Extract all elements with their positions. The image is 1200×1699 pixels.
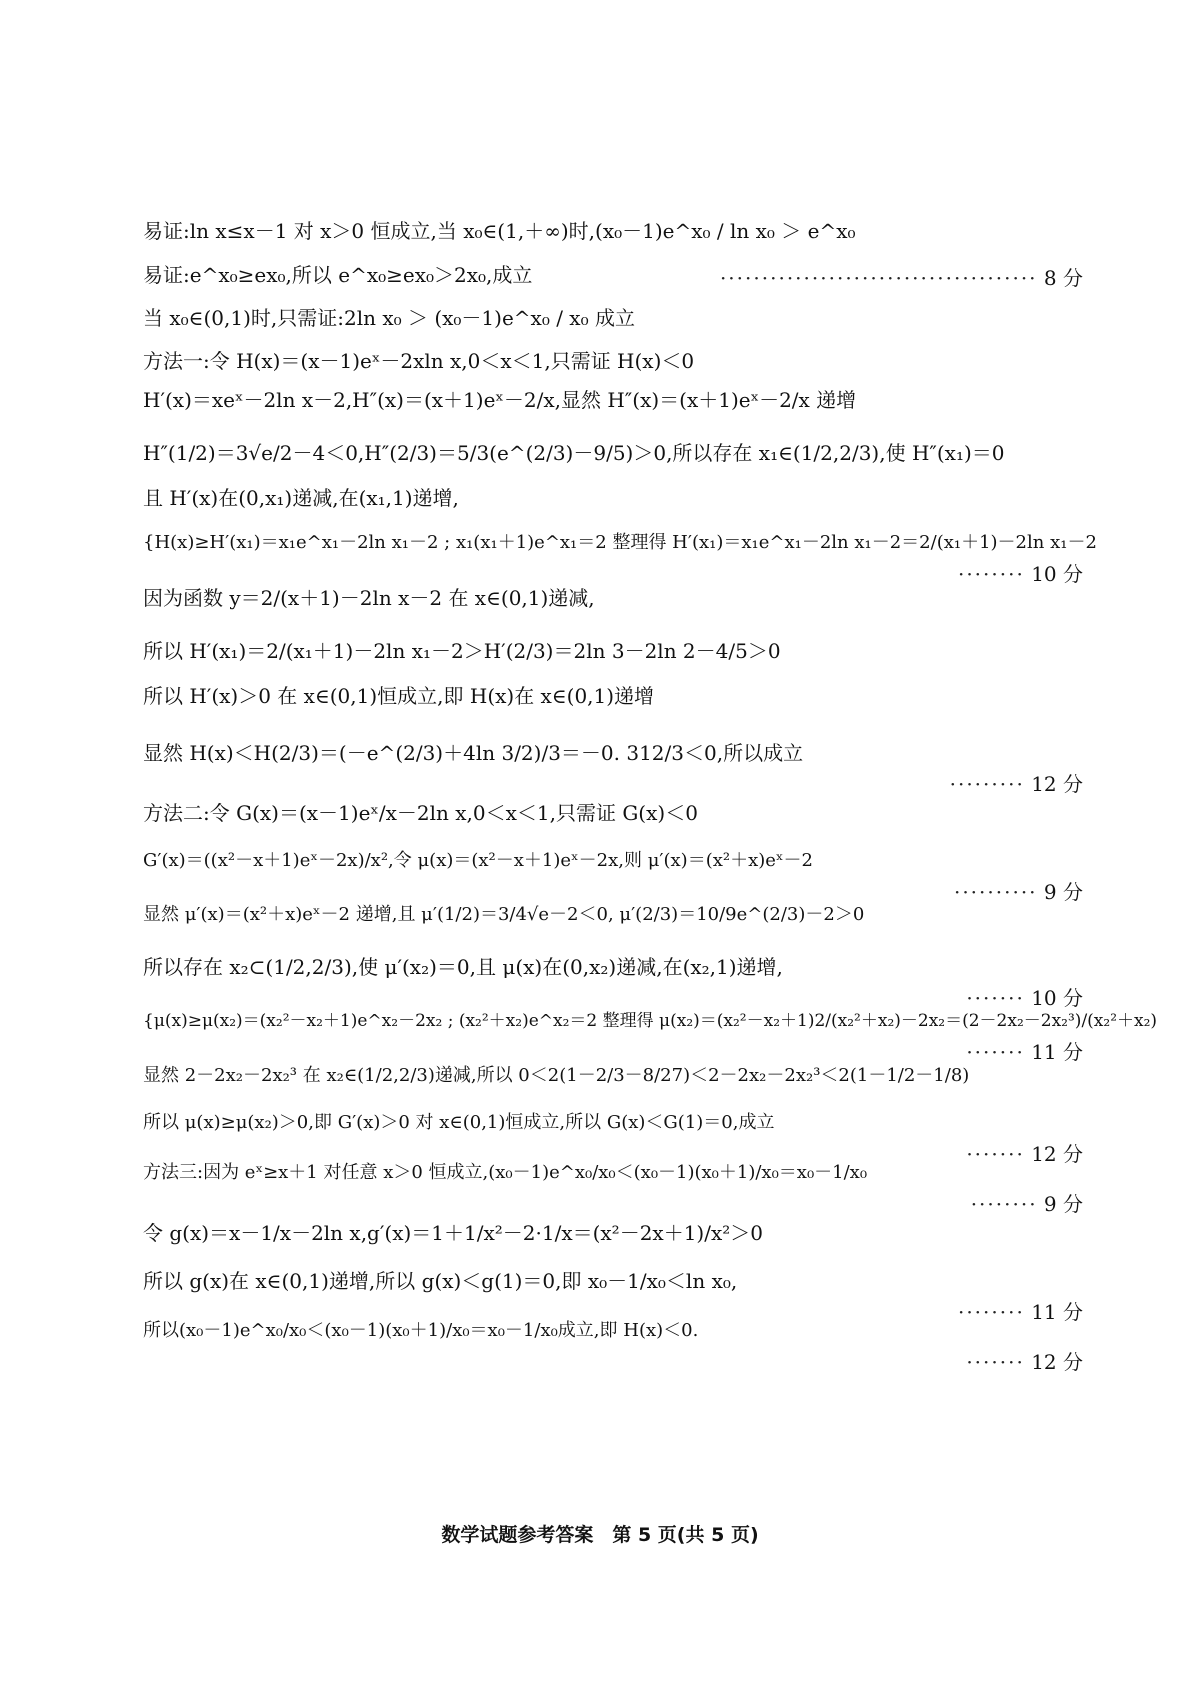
text-line: {μ(x)≥μ(x₂)＝(x₂²－x₂＋1)e^x₂－2x₂ ; (x₂²＋x₂)e^x₂＝2 整理得 μ(x₂)＝(x₂²－x₂＋1)2/(x₂²＋x₂)－2x₂＝(2－2x₂－2x₂³)/(x₂²＋x₂) [143, 1011, 1158, 1031]
text-line: {H(x)≥H′(x₁)＝x₁e^x₁－2ln x₁－2 ; x₁(x₁＋1)e^x₁＝2 整理得 H′(x₁)＝x₁e^x₁－2ln x₁－2＝2/(x₁＋1)－2ln x₁－2 [143, 532, 1097, 553]
text-line: 所以 H′(x₁)＝2/(x₁＋1)－2ln x₁－2＞H′(2/3)＝2ln 3－2ln 2－4/5＞0 [143, 639, 781, 663]
text-line: G′(x)＝((x²－x＋1)eˣ－2x)/x²,令 μ(x)＝(x²－x＋1)eˣ－2x,则 μ′(x)＝(x²＋x)eˣ－2 [143, 850, 813, 871]
score-mark: ······································ 8 分 [719, 266, 1083, 290]
score-mark: ········ 10 分 [957, 562, 1083, 586]
text-line: 所以 μ(x)≥μ(x₂)＞0,即 G′(x)＞0 对 x∈(0,1)恒成立,所以 G(x)＜G(1)＝0,成立 [143, 1112, 775, 1133]
text-line: 易证:ln x≤x－1 对 x＞0 恒成立,当 x₀∈(1,＋∞)时,(x₀－1)e^x₀ / ln x₀ ＞ e^x₀ [143, 219, 856, 243]
text-line: 当 x₀∈(0,1)时,只需证:2ln x₀ ＞ (x₀－1)e^x₀ / x₀ 成立 [143, 306, 635, 330]
text-line: 且 H′(x)在(0,x₁)递减,在(x₁,1)递增, [143, 486, 459, 510]
text-line: 所以 g(x)在 x∈(0,1)递增,所以 g(x)＜g(1)＝0,即 x₀－1/x₀＜ln x₀, [143, 1269, 738, 1293]
score-mark: ······· 12 分 [966, 1350, 1083, 1374]
score-mark: ······· 12 分 [966, 1142, 1083, 1166]
text-line: 所以存在 x₂⊂(1/2,2/3),使 μ′(x₂)＝0,且 μ(x)在(0,x₂)递减,在(x₂,1)递增, [143, 955, 783, 979]
text-line: H″(1/2)＝3√e/2－4＜0,H″(2/3)＝5/3(e^(2/3)－9/5)＞0,所以存在 x₁∈(1/2,2/3),使 H″(x₁)＝0 [143, 441, 1005, 465]
page-footer: 数学试题参考答案 第 5 页(共 5 页) [441, 1524, 759, 1546]
score-mark: ·········· 9 分 [953, 880, 1083, 904]
text-line: 易证:e^x₀≥ex₀,所以 e^x₀≥ex₀＞2x₀,成立 [143, 263, 533, 287]
score-mark: ········· 12 分 [949, 772, 1083, 796]
text-line: H′(x)＝xeˣ－2ln x－2,H″(x)＝(x＋1)eˣ－2/x,显然 H″(x)＝(x＋1)eˣ－2/x 递增 [143, 388, 857, 412]
text-line: 显然 2－2x₂－2x₂³ 在 x₂∈(1/2,2/3)递减,所以 0＜2(1－2/3－8/27)＜2－2x₂－2x₂³＜2(1－1/2－1/8) [143, 1065, 970, 1086]
text-line: 所以(x₀－1)e^x₀/x₀＜(x₀－1)(x₀＋1)/x₀＝x₀－1/x₀成立,即 H(x)＜0. [143, 1320, 699, 1341]
text-line: 方法三:因为 eˣ≥x＋1 对任意 x＞0 恒成立,(x₀－1)e^x₀/x₀＜(x₀－1)(x₀＋1)/x₀＝x₀－1/x₀ [143, 1162, 868, 1183]
text-line: 所以 H′(x)＞0 在 x∈(0,1)恒成立,即 H(x)在 x∈(0,1)递增 [143, 684, 655, 708]
text-line: 显然 H(x)＜H(2/3)＝(－e^(2/3)＋4ln 3/2)/3＝－0. 312/3＜0,所以成立 [143, 741, 804, 765]
score-mark: ········ 11 分 [957, 1300, 1083, 1324]
text-line: 方法二:令 G(x)＝(x－1)eˣ/x－2ln x,0＜x＜1,只需证 G(x)＜0 [143, 801, 698, 825]
score-mark: ······· 10 分 [966, 986, 1083, 1010]
score-mark: ········ 9 分 [970, 1192, 1083, 1216]
text-line: 因为函数 y＝2/(x＋1)－2ln x－2 在 x∈(0,1)递减, [143, 586, 595, 610]
text-line: 显然 μ′(x)＝(x²＋x)eˣ－2 递增,且 μ′(1/2)＝3/4√e－2＜0, μ′(2/3)＝10/9e^(2/3)－2＞0 [143, 904, 865, 925]
text-line: 方法一:令 H(x)＝(x－1)eˣ－2xln x,0＜x＜1,只需证 H(x)＜0 [143, 349, 695, 373]
score-mark: ······· 11 分 [966, 1040, 1083, 1064]
text-line: 令 g(x)＝x－1/x－2ln x,g′(x)＝1＋1/x²－2·1/x＝(x²－2x＋1)/x²＞0 [143, 1221, 763, 1245]
